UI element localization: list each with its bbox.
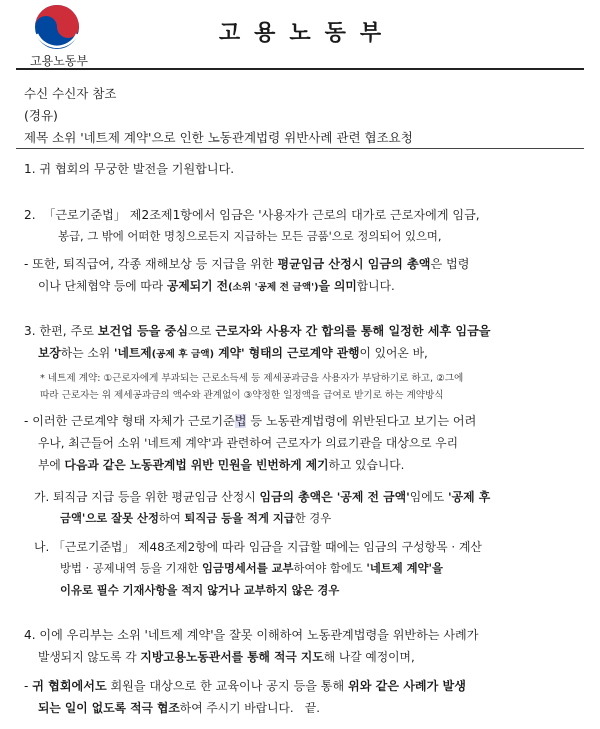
bold-run: 다음과 같은 노동관계법 위반 민원을 빈번하게 제기	[64, 458, 329, 472]
text-run: 합니다.	[356, 279, 395, 293]
bold-run: '네트제 계약'을	[366, 561, 443, 575]
text-run: 한 경우	[294, 511, 332, 525]
text-run: 하여야 함에도	[293, 561, 367, 575]
bold-run: '네트제	[113, 346, 152, 360]
highlighted-run: 법	[234, 414, 247, 428]
ministry-small-name: 고용노동부	[30, 54, 88, 68]
item-1	[24, 160, 600, 177]
text-run: 발생되지 않도록 각	[38, 650, 141, 664]
bold-run: 귀 협회에서도	[32, 679, 107, 693]
bold-run: 계약'	[214, 346, 245, 360]
subject-rule	[16, 148, 584, 149]
item-2-text-2: 봉급, 그 밖에 어떠한 명칭으로든지 지급하는 모든 금품'으로 정의되어 있으며,	[58, 229, 442, 243]
text-run: 3. 한편, 주로	[24, 324, 98, 338]
header-rule	[16, 68, 584, 70]
text-run: 이나 단체협약 등에 따라	[38, 279, 167, 293]
text-run: 은 법령	[430, 257, 470, 271]
via-line: (경유)	[24, 108, 58, 123]
text-run: 하는 소위	[60, 346, 114, 360]
item-3-line-1	[24, 322, 600, 339]
text-run: - 이러한 근로계약 형태 자체가 근로기준	[24, 414, 235, 428]
bold-run: 을 의미	[318, 279, 357, 293]
item-3-sub-line-3	[38, 456, 600, 473]
bold-run: 보건업 등을 중심	[97, 324, 189, 338]
text-run: 이 있어온 바,	[359, 346, 428, 360]
bold-run: 임금명세서를 교부	[201, 561, 294, 575]
item-3-line-2	[38, 344, 600, 361]
text-run: 하여 주시기 바랍니다. 끝.	[179, 701, 321, 715]
text-run: 부에	[38, 458, 65, 472]
subitem-ga-line-2	[60, 510, 600, 526]
bold-run: 지방고용노동관서를 통해 적극 지도	[140, 650, 324, 664]
bold-run: 평균임금 산정시 임금의 총액	[277, 257, 431, 271]
bold-run: 금액'으로 잘못 산정	[60, 511, 159, 525]
text-run: -	[24, 679, 33, 693]
item-3-sub-line-1	[24, 412, 600, 429]
item-3-sub-line-2	[38, 434, 600, 451]
text-run: 방법 · 공제내역 등을 기재한	[60, 561, 202, 575]
text-run: 임에도	[409, 490, 448, 504]
text-run: 으로	[188, 324, 216, 338]
bold-run: 형태의 근로계약 관행	[244, 346, 360, 360]
item-4-line-1	[24, 626, 600, 643]
text-run: 가. 퇴직금 지급 등을 위한 평균임금 산정시	[34, 490, 260, 504]
bold-run: 근로자와 사용자 간 합의를 통해 일정한 세후 임금을	[215, 324, 491, 338]
bold-run: 되는 일이 없도록 적극 협조	[38, 701, 180, 715]
text-run: 하고 있습니다.	[328, 458, 405, 472]
bold-run: 공제되기 전	[166, 279, 229, 293]
footnote-line-1: * 네트제 계약: ①근로자에게 부과되는 근로소득세 등 제세공과금을 사용자가 부담하기로 하고, ②그에	[40, 373, 464, 384]
text-run: - 또한, 퇴직급여, 각종 재해보상 등 지급을 위한	[24, 257, 278, 271]
item-2-line-1	[24, 206, 600, 223]
text-run: 등 노동관계법령에 위반된다고 보기는 어려	[246, 414, 477, 428]
footnote-line-2: 따라 근로자는 위 제세공과금의 액수와 관계없이 ③약정한 일정액을 급여로 받기로 하는 계약방식	[40, 390, 444, 401]
bold-run: 임금의 총액은 '공제 전 금액'	[259, 490, 410, 504]
subitem-na-line-1	[34, 538, 600, 555]
subitem-ga-line-1	[34, 488, 600, 505]
item-4-sub-line-2	[38, 699, 600, 716]
text-run: 나. 「근로기준법」 제48조제2항에 따라 임금을 지급할 때에는 임금의 구성항목 · 계산	[34, 540, 482, 554]
recipient-line: 수신 수신자 참조	[24, 86, 117, 101]
item-2-sub-line-1	[24, 255, 600, 272]
small-bold-run: (공제 후 금액)	[151, 349, 215, 360]
text-run: 회원을 대상으로 한 교육이나 공지 등을 통해	[106, 679, 348, 693]
subject-line: 제목 소위 '네트제 계약'으로 인한 노동관계법령 위반사례 관련 협조요청	[24, 130, 413, 145]
small-bold-run: (소위 '공제 전 금액')	[228, 282, 319, 293]
item-2-text-1: 2. 「근로기준법」 제2조제1항에서 임금은 '사용자가 근로의 대가로 근로자에게 임금,	[24, 208, 480, 222]
letter-title: 고용노동부	[218, 21, 396, 46]
bold-run: 이유로 필수 기재사항을 적지 않거나 교부하지 않은 경우	[60, 583, 340, 597]
subitem-na-line-2	[60, 560, 600, 576]
bold-run: 위와 같은 사례가 발생	[348, 679, 466, 693]
item-1-text: 1. 귀 협회의 무궁한 발전을 기원합니다.	[24, 162, 235, 176]
item-4-line-2	[38, 648, 600, 665]
bold-run: 퇴직금 등을 적게 지급	[184, 511, 295, 525]
text-run: 우나, 최근들어 소위 '네트제 계약'과 관련하여 근로자가 의료기관을 대상으로 우리	[38, 436, 459, 450]
subitem-na-line-3	[60, 582, 600, 598]
item-2-sub-line-2	[38, 277, 600, 294]
text-run: 해 나갈 예정이며,	[323, 650, 415, 664]
bold-run: 보장	[38, 346, 61, 360]
bold-run: '공제 후	[447, 490, 491, 504]
item-2-line-2	[58, 228, 600, 244]
text-run: 하여	[158, 511, 185, 525]
text-run: 4. 이에 우리부는 소위 '네트제 계약'을 잘못 이해하여 노동관계법령을 위반하는 사례가	[24, 628, 479, 642]
item-4-sub-line-1	[24, 677, 600, 694]
